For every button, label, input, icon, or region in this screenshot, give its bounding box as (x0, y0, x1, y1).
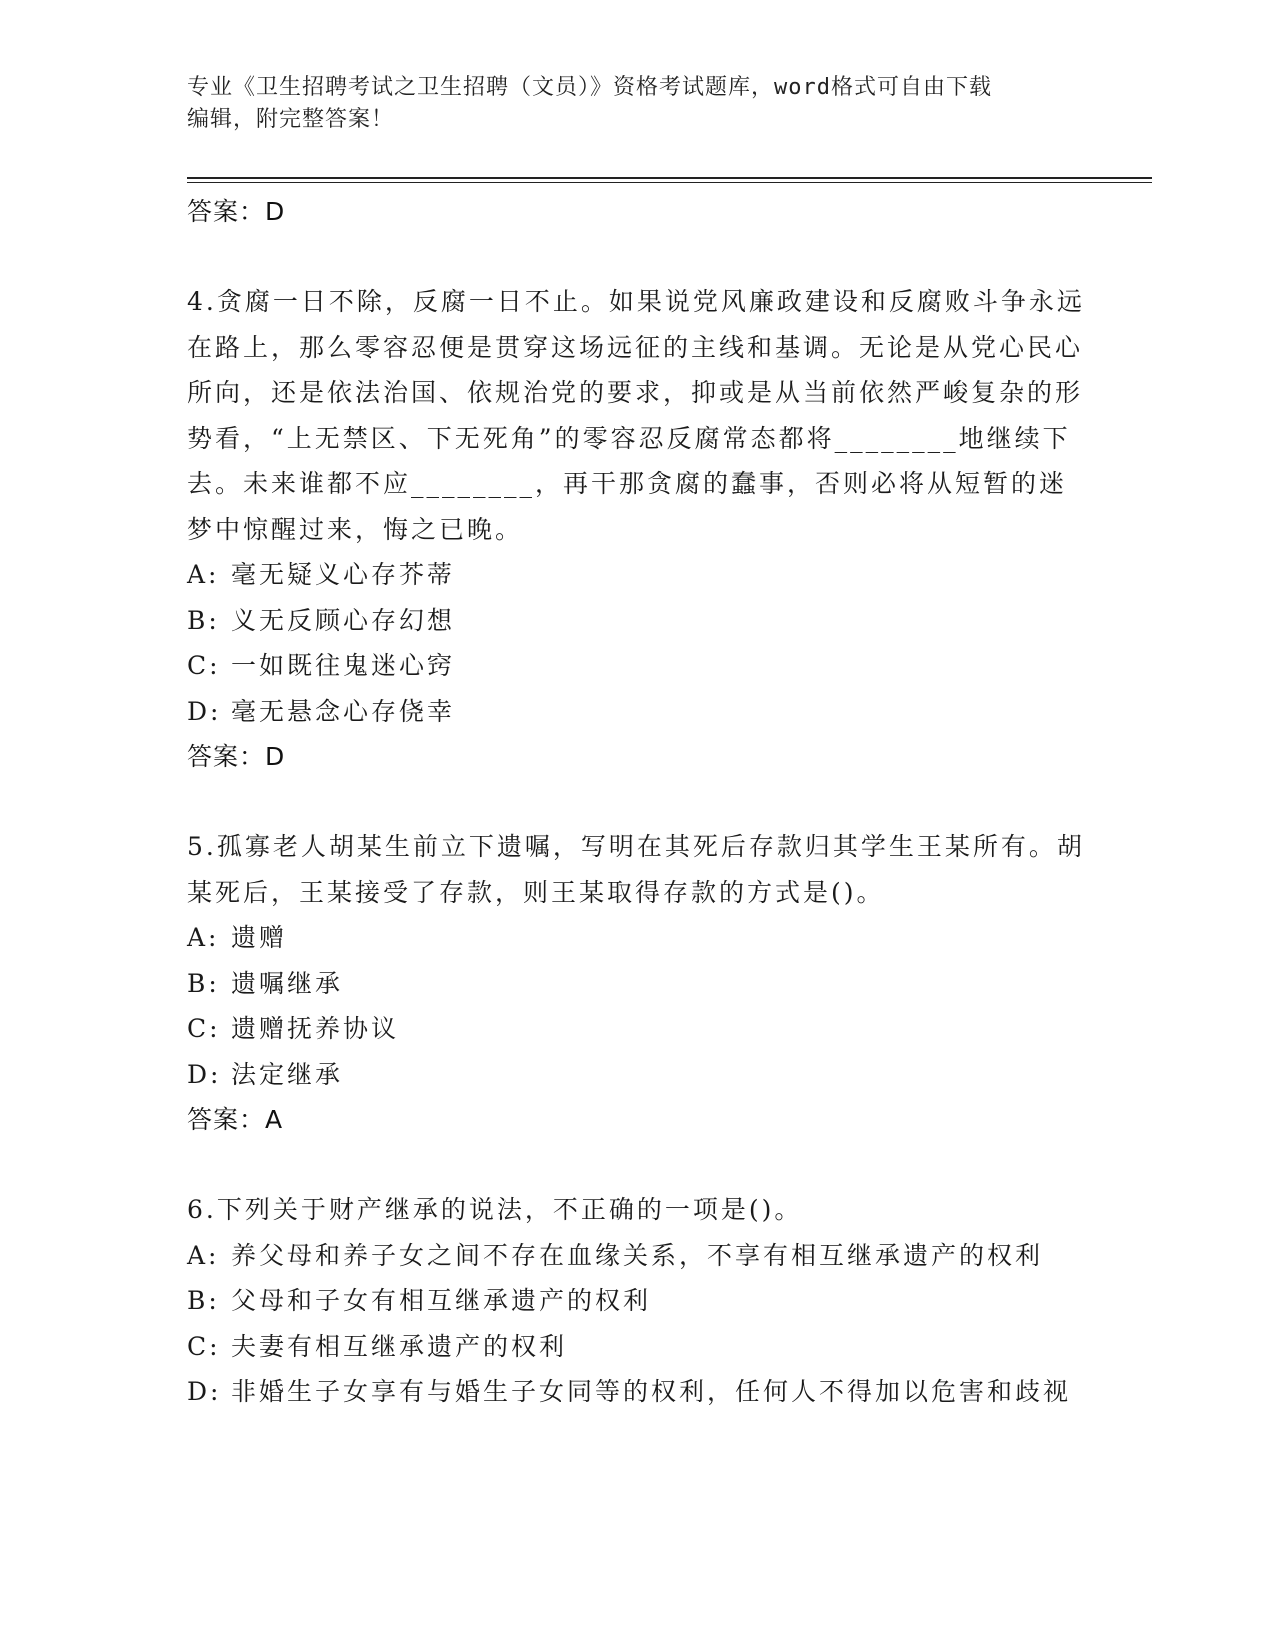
option-text: 遗赠抚养协议 (231, 1014, 400, 1043)
question-6-text: 6.下列关于财产继承的说法，不正确的一项是()。 (187, 1195, 803, 1224)
header-line-1: 专业《卫生招聘考试之卫生招聘（文员）》资格考试题库，word格式可自由下载 (187, 75, 992, 100)
option-key: B: (187, 605, 220, 635)
option-text: 遗嘱继承 (231, 968, 344, 998)
question-6-option-a (187, 1233, 1087, 1279)
option-text: 遗赠 (231, 923, 288, 952)
option-text: 毫无疑义心存芥蒂 (231, 560, 456, 589)
option-key: C: (187, 1331, 221, 1361)
header-line-2: 编辑，附完整答案！ (187, 107, 395, 132)
question-4-answer: 答案：D (187, 742, 286, 771)
question-5-option-d (187, 1052, 1087, 1098)
question-5-text: 5.孤寡老人胡某生前立下遗嘱，写明在其死后存款归其学生王某所有。胡某死后，王某接受了存款，则王某取得存款的方式是()。 (187, 832, 1085, 907)
option-key: A: (187, 560, 220, 589)
question-4-option-d (187, 689, 1087, 735)
option-text: 父母和子女有相互继承遗产的权利 (231, 1286, 652, 1315)
question-5-option-a (187, 915, 1087, 961)
header-divider-thin (187, 182, 1152, 183)
option-text: 义无反顾心存幻想 (231, 605, 456, 635)
option-text: 法定继承 (231, 1059, 344, 1089)
option-text: 非婚生子女享有与婚生子女同等的权利，任何人不得加以危害和歧视 (231, 1377, 1072, 1406)
option-text: 一如既往鬼迷心窍 (231, 651, 456, 680)
page-header (187, 72, 1087, 136)
question-4-option-c (187, 643, 1087, 689)
option-key: A: (187, 923, 220, 952)
option-key: C: (187, 1014, 221, 1043)
option-key: A: (187, 1240, 220, 1270)
option-key: C: (187, 651, 221, 680)
question-6-option-b (187, 1278, 1087, 1324)
previous-answer: 答案：D (187, 197, 286, 226)
question-5 (187, 824, 1087, 1142)
question-4-option-b (187, 598, 1087, 644)
option-key: D: (187, 696, 222, 726)
option-key: D: (187, 1377, 222, 1406)
option-text: 夫妻有相互继承遗产的权利 (231, 1331, 568, 1361)
option-key: D: (187, 1059, 222, 1089)
question-5-option-b (187, 961, 1087, 1007)
document-body (187, 189, 1087, 1415)
question-4-option-a (187, 552, 1087, 598)
option-text: 毫无悬念心存侥幸 (231, 696, 456, 726)
question-5-answer: 答案：A (187, 1105, 284, 1134)
question-6-option-c (187, 1324, 1087, 1370)
question-4-text: 4.贪腐一日不除，反腐一日不止。如果说党风廉政建设和反腐败斗争永远在路上，那么零容忍便是贯穿这场远征的主线和基调。无论是从党心民心所向，还是依法治国、依规治党的要求，抑或是从当前依然严峻复杂的形势看，“上无禁区、下无死角”的零容忍反腐常态都将________地继续下去。未来谁都不应________，再干那贪腐的蠢事，否则必将从短暂的迷梦中惊醒过来，悔之已晚。 (187, 287, 1085, 544)
question-4 (187, 279, 1087, 779)
question-6 (187, 1187, 1087, 1415)
option-key: B: (187, 1286, 220, 1315)
header-divider-thick (187, 177, 1152, 179)
question-6-option-d (187, 1369, 1087, 1415)
option-text: 养父母和养子女之间不存在血缘关系，不享有相互继承遗产的权利 (231, 1240, 1044, 1270)
option-key: B: (187, 968, 220, 998)
question-5-option-c (187, 1006, 1087, 1052)
